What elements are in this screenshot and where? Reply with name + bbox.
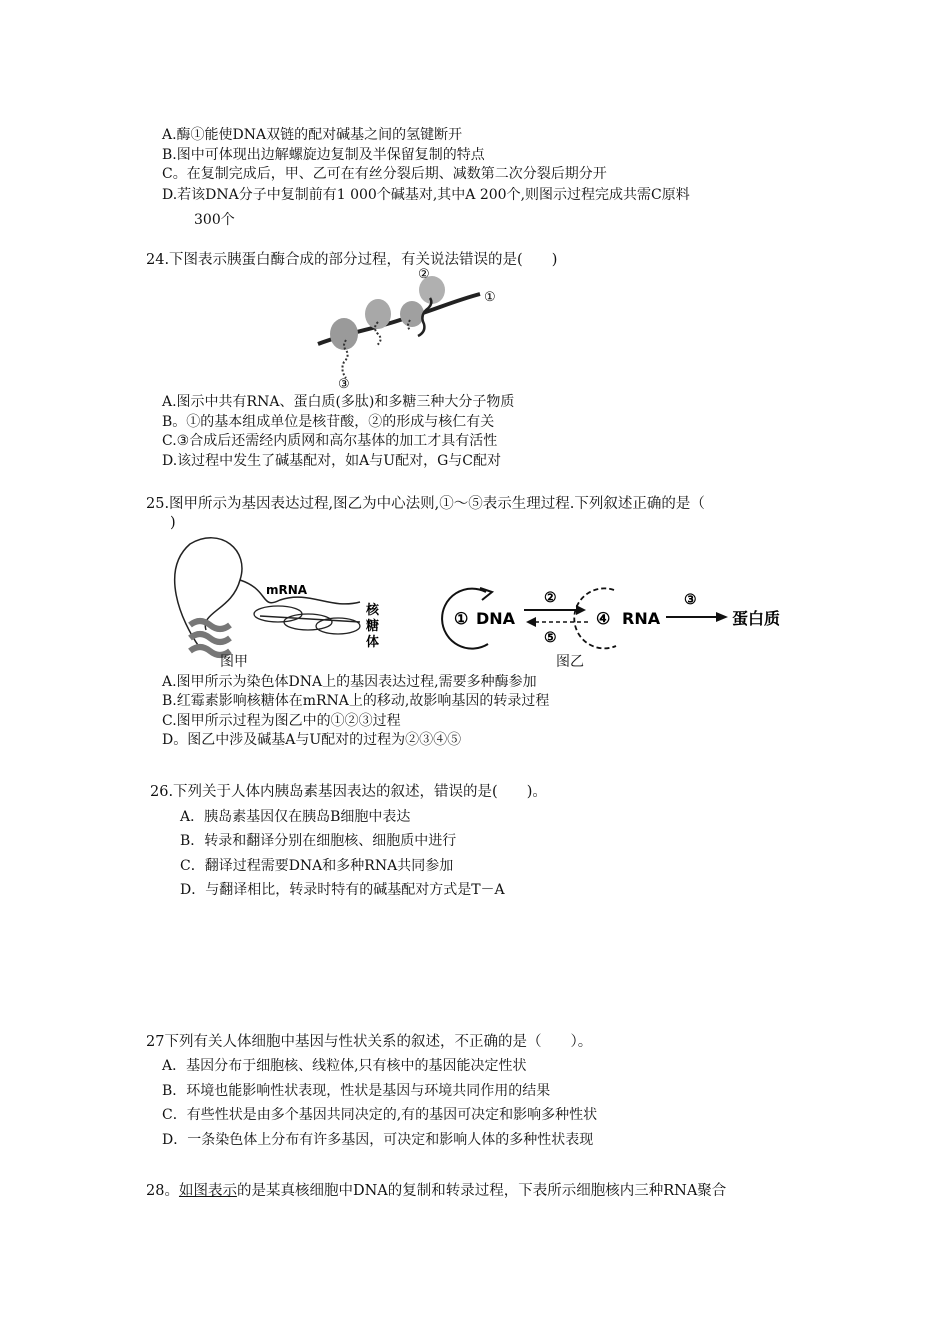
q23-option-c: C。在复制完成后，甲、乙可在有丝分裂后期、减数第二次分裂后期分开 xyxy=(162,166,607,182)
q25-n1: ① xyxy=(454,609,469,628)
q25-caption-jia: 图甲 xyxy=(220,654,248,670)
q25-n5: ⑤ xyxy=(544,630,557,646)
q25-ribosome-char-2: 糖 xyxy=(366,619,380,634)
q27-option-c: C．有些性状是由多个基因共同决定的,有的基因可决定和影响多种性状 xyxy=(162,1107,598,1123)
q24-option-c: C.③合成后还需经内质网和高尔基体的加工才具有活性 xyxy=(162,433,498,449)
q24-translation-figure xyxy=(310,262,510,392)
q24-option-d: D.该过程中发生了碱基配对，如A与U配对，G与C配对 xyxy=(162,453,501,469)
q28-link[interactable]: 如图表示 xyxy=(178,1183,237,1199)
q25-n2: ② xyxy=(544,590,557,606)
q25-dna: DNA xyxy=(476,609,516,628)
q25-option-b: B.红霉素影响核糖体在mRNA上的移动,故影响基因的转录过程 xyxy=(162,693,550,709)
q25-figure-jia xyxy=(160,530,400,670)
q25-option-c: C.图甲所示过程为图乙中的①②③过程 xyxy=(162,713,401,729)
q27-stem: 27下列有关人体细胞中基因与性状关系的叙述，不正确的是（ ）。 xyxy=(146,1034,593,1050)
q25-protein: 蛋白质 xyxy=(732,609,781,628)
q27-option-b: B．环境也能影响性状表现，性状是基因与环境共同作用的结果 xyxy=(162,1083,551,1099)
q26-stem: 26.下列关于人体内胰岛素基因表达的叙述，错误的是( )。 xyxy=(150,784,547,800)
q24-option-b: B。①的基本组成单位是核苷酸，②的形成与核仁有关 xyxy=(162,414,495,430)
q25-option-a: A.图甲所示为染色体DNA上的基因表达过程,需要多种酶参加 xyxy=(162,674,537,690)
q27-option-d: D．一条染色体上分布有许多基因，可决定和影响人体的多种性状表现 xyxy=(162,1132,594,1148)
q25-mrna-label: mRNA xyxy=(266,583,308,597)
q28-stem xyxy=(146,1182,726,1200)
q25-figure-yi xyxy=(446,582,796,654)
q26-option-a: A．胰岛素基因仅在胰岛B细胞中表达 xyxy=(180,809,411,825)
q24-label-1: ① xyxy=(484,290,496,305)
q23-option-d-cont: 300个 xyxy=(194,212,235,228)
q26-option-c: C．翻译过程需要DNA和多种RNA共同参加 xyxy=(180,858,454,874)
q24-label-3: ③ xyxy=(338,377,350,392)
q25-ribosome-char-3: 体 xyxy=(366,635,380,650)
q28-rest: 的是某真核细胞中DNA的复制和转录过程，下表所示细胞核内三种RNA聚合 xyxy=(236,1183,727,1199)
q23-option-d: D.若该DNA分子中复制前有1 000个碱基对,其中A 200个,则图示过程完成共需C原料 xyxy=(162,187,690,203)
q28-number: 28。 xyxy=(146,1183,179,1199)
q24-label-2: ② xyxy=(418,267,430,282)
q25-stem-cont: ) xyxy=(170,515,176,531)
q25-stem: 25.图甲所示为基因表达过程,图乙为中心法则,①～⑤表示生理过程.下列叙述正确的是（ xyxy=(146,496,705,512)
q26-option-d: D．与翻译相比，转录时特有的碱基配对方式是T－A xyxy=(180,882,505,898)
q25-n3: ③ xyxy=(684,592,697,608)
q24-stem: 24.下图表示胰蛋白酶合成的部分过程，有关说法错误的是( ) xyxy=(146,252,558,268)
q25-option-d: D。图乙中涉及碱基A与U配对的过程为②③④⑤ xyxy=(162,732,462,748)
q23-option-b: B.图中可体现出边解螺旋边复制及半保留复制的特点 xyxy=(162,147,485,163)
q25-caption-yi: 图乙 xyxy=(556,654,584,670)
q25-ribosome-char-1: 核 xyxy=(366,603,380,618)
q24-option-a: A.图示中共有RNA、蛋白质(多肽)和多糖三种大分子物质 xyxy=(162,394,515,410)
q27-option-a: A．基因分布于细胞核、线粒体,只有核中的基因能决定性状 xyxy=(162,1058,527,1074)
q25-n4: ④ xyxy=(596,609,611,628)
q23-option-a: A.酶①能使DNA双链的配对碱基之间的氢键断开 xyxy=(162,127,463,143)
q26-option-b: B．转录和翻译分别在细胞核、细胞质中进行 xyxy=(180,833,457,849)
q25-rna: RNA xyxy=(622,609,661,628)
